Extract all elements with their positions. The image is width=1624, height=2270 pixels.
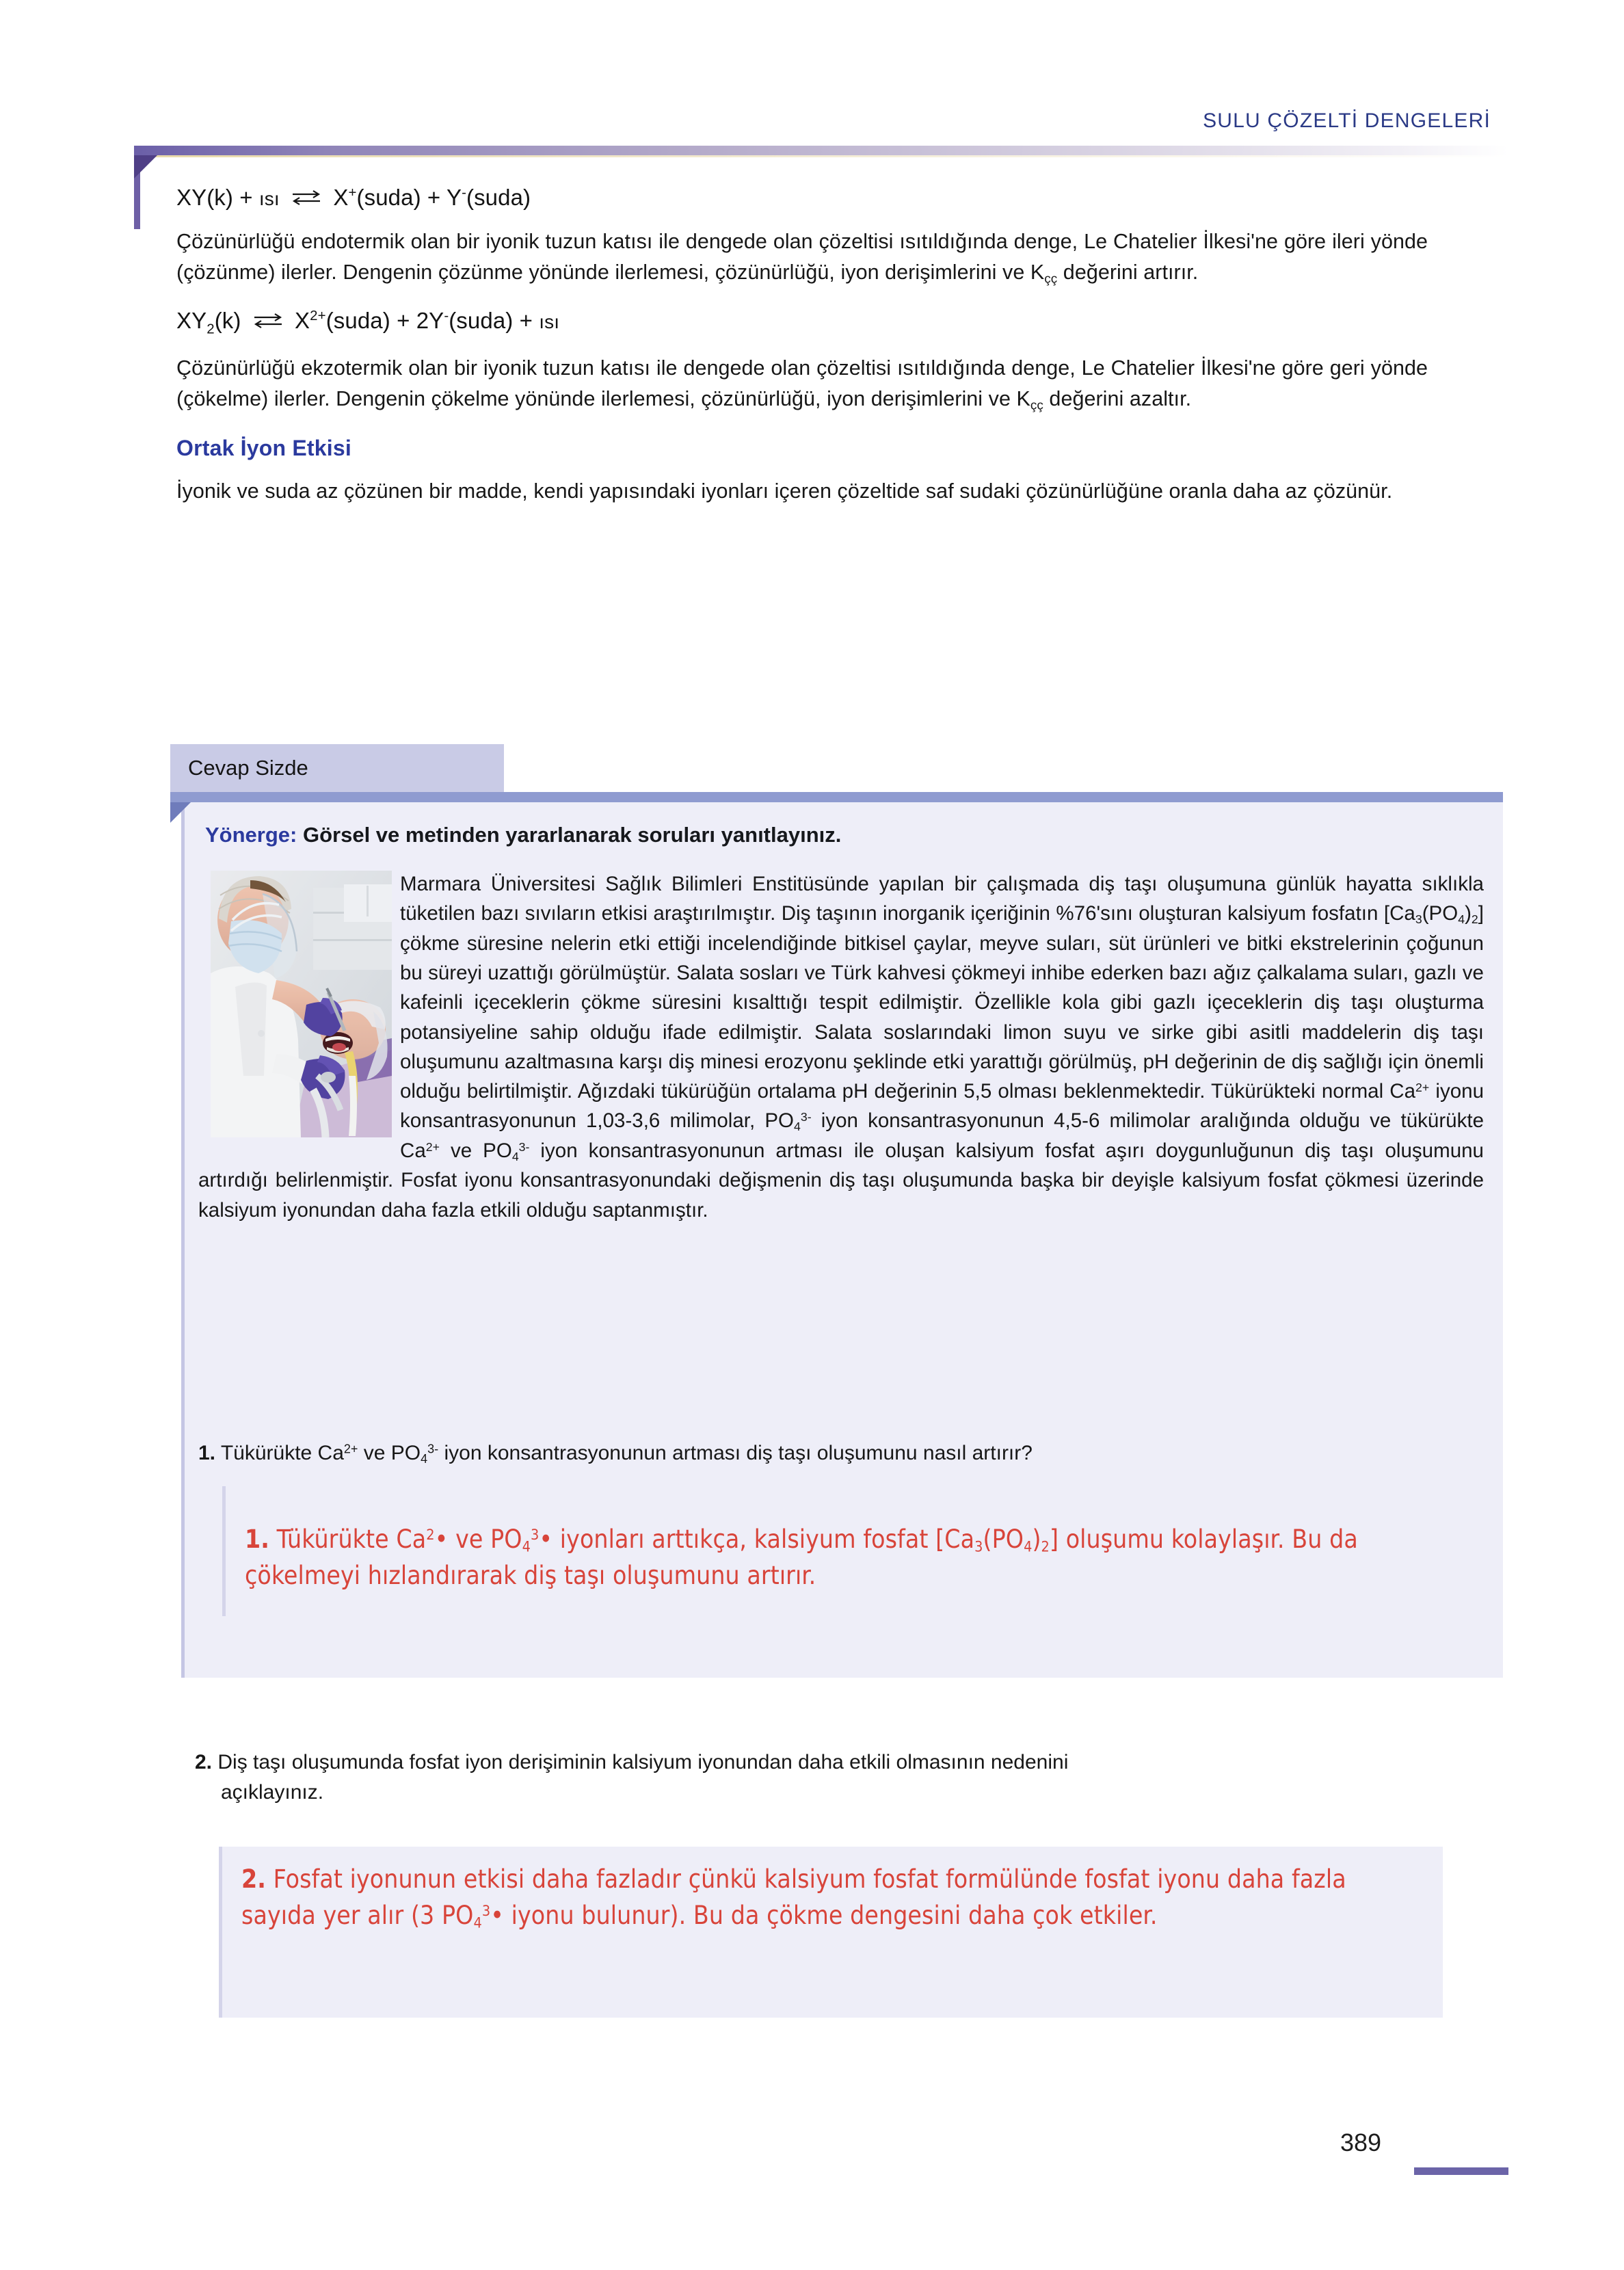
- reading-seg-2: (PO: [1422, 902, 1459, 925]
- paragraph-endothermic: [176, 226, 1428, 289]
- header-rule: [134, 146, 1508, 155]
- eq2-k: (k): [214, 308, 241, 334]
- answer-2-text: [241, 1862, 1422, 1934]
- answer-1-sub4: 2: [1041, 1538, 1050, 1556]
- equilibrium-arrow-icon: [252, 310, 284, 330]
- eq2-prefix: XY: [176, 308, 207, 334]
- eq2-isi: ısı: [539, 311, 560, 333]
- answer-1-sub1: 4: [522, 1538, 531, 1556]
- equation-1: [176, 183, 1428, 211]
- reading-seg-3: ): [1465, 902, 1472, 925]
- p1-text-b: değerini artırır.: [1057, 261, 1199, 285]
- eq2-y-charge: -: [444, 308, 449, 324]
- question-1-text-a: Tükürükte Ca: [215, 1442, 344, 1464]
- p1-ksp-sub: çç: [1044, 272, 1058, 287]
- answer-2-number: 2.: [241, 1864, 267, 1894]
- cevap-sizde-label: Cevap Sizde: [188, 756, 308, 780]
- cevap-sizde-panel: [181, 802, 1503, 1678]
- eq2-x-charge: 2+: [310, 308, 326, 324]
- reading-sup-po4a: 3-: [800, 1109, 812, 1124]
- reading-sub-2: 2: [1471, 912, 1478, 926]
- answer-2-sub1: 4: [473, 1914, 482, 1931]
- section-title: SULU ÇÖZELTİ DENGELERİ: [1203, 109, 1491, 132]
- eq1-x-charge: +: [348, 185, 357, 200]
- reading-sup-po4b: 3-: [518, 1139, 530, 1154]
- reading-seg-1: Marmara Üniversitesi Sağlık Bilimleri Enstitüsünde yapılan bir çalışmada diş taşı oluşumuna günlük hayatta sıklıkla tüketilen bazı sıvıların etkisi araştırılmıştır. Diş taşının inorganik içeriğinin %76'sını oluşturan kalsiyum fosfatın [Ca: [400, 873, 1484, 925]
- paragraph-exothermic: [176, 353, 1428, 415]
- question-1-ca-charge: 2+: [343, 1442, 358, 1456]
- eq1-isi: ısı: [258, 188, 280, 209]
- eq2-sub: 2: [207, 321, 215, 337]
- answer-2-a: Fosfat iyonunun etkisi daha fazladır çünkü kalsiyum fosfat formülünde fosfat iyonu daha fazla sayıda yer alır (3 PO: [241, 1864, 1346, 1930]
- equation-2: [176, 306, 1428, 338]
- answer-1-c: • iyonları arttıkça, kalsiyum fosfat [Ca: [539, 1525, 975, 1554]
- cevap-sizde-underline: [170, 792, 1503, 802]
- answer-1-sup1: 2: [426, 1527, 435, 1544]
- cevap-fold-icon: [170, 802, 191, 823]
- answer-2-sup1: 3: [481, 1902, 491, 1920]
- reading-sub-po4b: 4: [511, 1149, 519, 1163]
- reading-seg-8: iyon konsantrasyonunun artması ile oluşan kalsiyum fosfat aşırı doygunluğunun diş taşı oluşumunu artırdığı belirlenmiştir. Fosfat iyonu konsantrasyonundaki değişmenin diş taşı oluşumunda başka bir deyişle kalsiyum fosfat çökmesi üzerinde kalsiyum iyonundan daha fazla etkili olduğu saptanmıştır.: [198, 1139, 1484, 1222]
- question-1-po4-sub: 4: [421, 1451, 428, 1466]
- question-1-text-c: iyon konsantrasyonunun artması diş taşı oluşumunu nasıl artırır?: [438, 1442, 1033, 1464]
- subheading-common-ion-effect: Ortak İyon Etkisi: [176, 436, 351, 461]
- question-2-block: [195, 1747, 1480, 1807]
- eq2-suda1: (suda) + 2Y: [325, 308, 444, 334]
- reading-sup-ca2: 2+: [425, 1139, 440, 1154]
- eq1-prefix: XY(k) +: [176, 185, 259, 210]
- answer-1-b: • ve PO: [434, 1525, 522, 1554]
- answer-1-box[interactable]: [222, 1486, 1446, 1616]
- answer-2-b: • iyonu bulunur). Bu da çökme dengesini daha çok etkiler.: [490, 1900, 1158, 1930]
- question-2-text-b: açıklayınız.: [221, 1780, 324, 1804]
- left-accent-fold-icon: [134, 155, 157, 179]
- eq1-y-charge: -: [462, 185, 466, 200]
- reading-sub-ca3: 3: [1415, 912, 1422, 926]
- question-2: [195, 1747, 1480, 1807]
- answer-1-sub3: 4: [1024, 1538, 1033, 1556]
- answer-2-box[interactable]: [219, 1847, 1443, 2018]
- p1-text-a: Çözünürlüğü endotermik olan bir iyonik tuzun katısı ile dengede olan çözeltisi ısıtıldığında denge, Le Chatelier İlkesi'ne göre ileri yönde (çözünme) ilerler. Dengenin çözünme yönünde ilerlemesi, çözünürlüğü, iyon derişimlerini ve K: [176, 230, 1428, 285]
- question-2-text-a: Diş taşı oluşumunda fosfat iyon derişiminin kalsiyum iyonundan daha etkili olmasının nedenini: [212, 1751, 1069, 1773]
- yonerge-text: Görsel ve metinden yararlanarak soruları yanıtlayınız.: [297, 823, 842, 847]
- eq2-x: X: [295, 308, 310, 334]
- answer-1-number: 1.: [245, 1525, 270, 1554]
- page-number: 389: [1340, 2128, 1382, 2156]
- equilibrium-arrow-icon: [290, 187, 323, 207]
- reading-seg-4: ] çökme süresine nelerin etki ettiği incelendiğinde bitkisel çaylar, meyve suları, süt ürünleri ve bitki ekstrelerinin çoğunun bu süreyi uzattığı görülmüştür. Salata sosları ve Türk kahvesi çökmeyi inhibe ederken bazı ağız çalkalama suları, gazlı ve kafeinli içeceklerin çökme süresini kısalttığı tespit edilmiştir. Özellikle kola gibi gazlı içeceklerin diş taşı oluşturma potansiyeline sahip olduğu ifade edilmiştir. Salata soslarındaki limon suyu ve sirke gibi asitli maddelerin diş taşı oluşumunu azaltmasına karşı diş minesi erozyonu şeklinde etki yarattığı görülmüş, pH değerinin de diş sağlığı için önemli olduğu belirtilmiştir. Ağızdaki tükürüğün ortalama pH değerinin 5,5 olması beklenmektedir. Tükürükteki normal Ca: [400, 902, 1484, 1103]
- reading-seg-7: ve PO: [439, 1139, 512, 1162]
- paragraph-common-ion: İyonik ve suda az çözünen bir madde, kendi yapısındaki iyonları içeren çözeltide saf sudaki çözünürlüğüne oranla daha az çözünür.: [176, 479, 1393, 503]
- header-rule-accent: [134, 155, 1508, 157]
- p2-text-b: değerini azaltır.: [1043, 387, 1192, 411]
- dentist-treating-patient-photo: [211, 871, 392, 1137]
- yonerge-label: Yönerge:: [205, 823, 297, 847]
- answer-1-sup2: 3: [531, 1527, 540, 1544]
- answer-1-f: ] oluşumu kolaylaşır. Bu da çökelmeyi hızlandırarak diş taşı oluşumunu artırır.: [245, 1525, 1358, 1590]
- answer-1-a: Tükürükte Ca: [269, 1525, 427, 1554]
- question-1-po4-charge: 3-: [427, 1442, 439, 1456]
- question-1-text-b: ve PO: [358, 1442, 421, 1464]
- main-content: [176, 171, 1428, 525]
- eq2-suda2: (suda) +: [449, 308, 540, 334]
- question-2-number: 2.: [195, 1751, 213, 1773]
- reading-sup-ca: 2+: [1415, 1080, 1430, 1094]
- reading-sub-po4a: 4: [794, 1119, 801, 1133]
- p2-ksp-sub: çç: [1030, 398, 1043, 413]
- reading-sub-o4: 4: [1458, 912, 1465, 926]
- footer-rule: [1414, 2167, 1508, 2175]
- cevap-sizde-tab: [170, 744, 504, 792]
- reading-seg-5: iyonu konsantrasyonunun 1,03-3,6 milimolar, PO: [400, 1079, 1484, 1133]
- p2-text-a: Çözünürlüğü ekzotermik olan bir iyonik tuzun katısı ile dengede olan çözeltisi ısıtıldığında denge, Le Chatelier İlkesi'ne göre geri yönde (çökelme) ilerler. Dengenin çökelme yönünde ilerlemesi, çözünürlüğü, iyon derişimlerini ve K: [176, 356, 1428, 411]
- eq1-x: X: [333, 185, 349, 210]
- answer-1-e: ): [1032, 1525, 1041, 1554]
- reading-seg-6: iyon konsantrasyonunun 4,5-6 milimolar aralığında olduğu ve tükürükte Ca: [400, 1109, 1484, 1162]
- eq1-suda1: (suda) + Y: [356, 185, 462, 210]
- yonerge-line: [205, 823, 841, 847]
- answer-1-text: [245, 1522, 1426, 1594]
- question-1: [198, 1438, 1484, 1468]
- eq1-suda2: (suda): [466, 185, 531, 210]
- answer-1-sub2: 3: [974, 1538, 983, 1556]
- answer-1-d: (PO: [983, 1525, 1024, 1554]
- question-1-number: 1.: [198, 1442, 216, 1464]
